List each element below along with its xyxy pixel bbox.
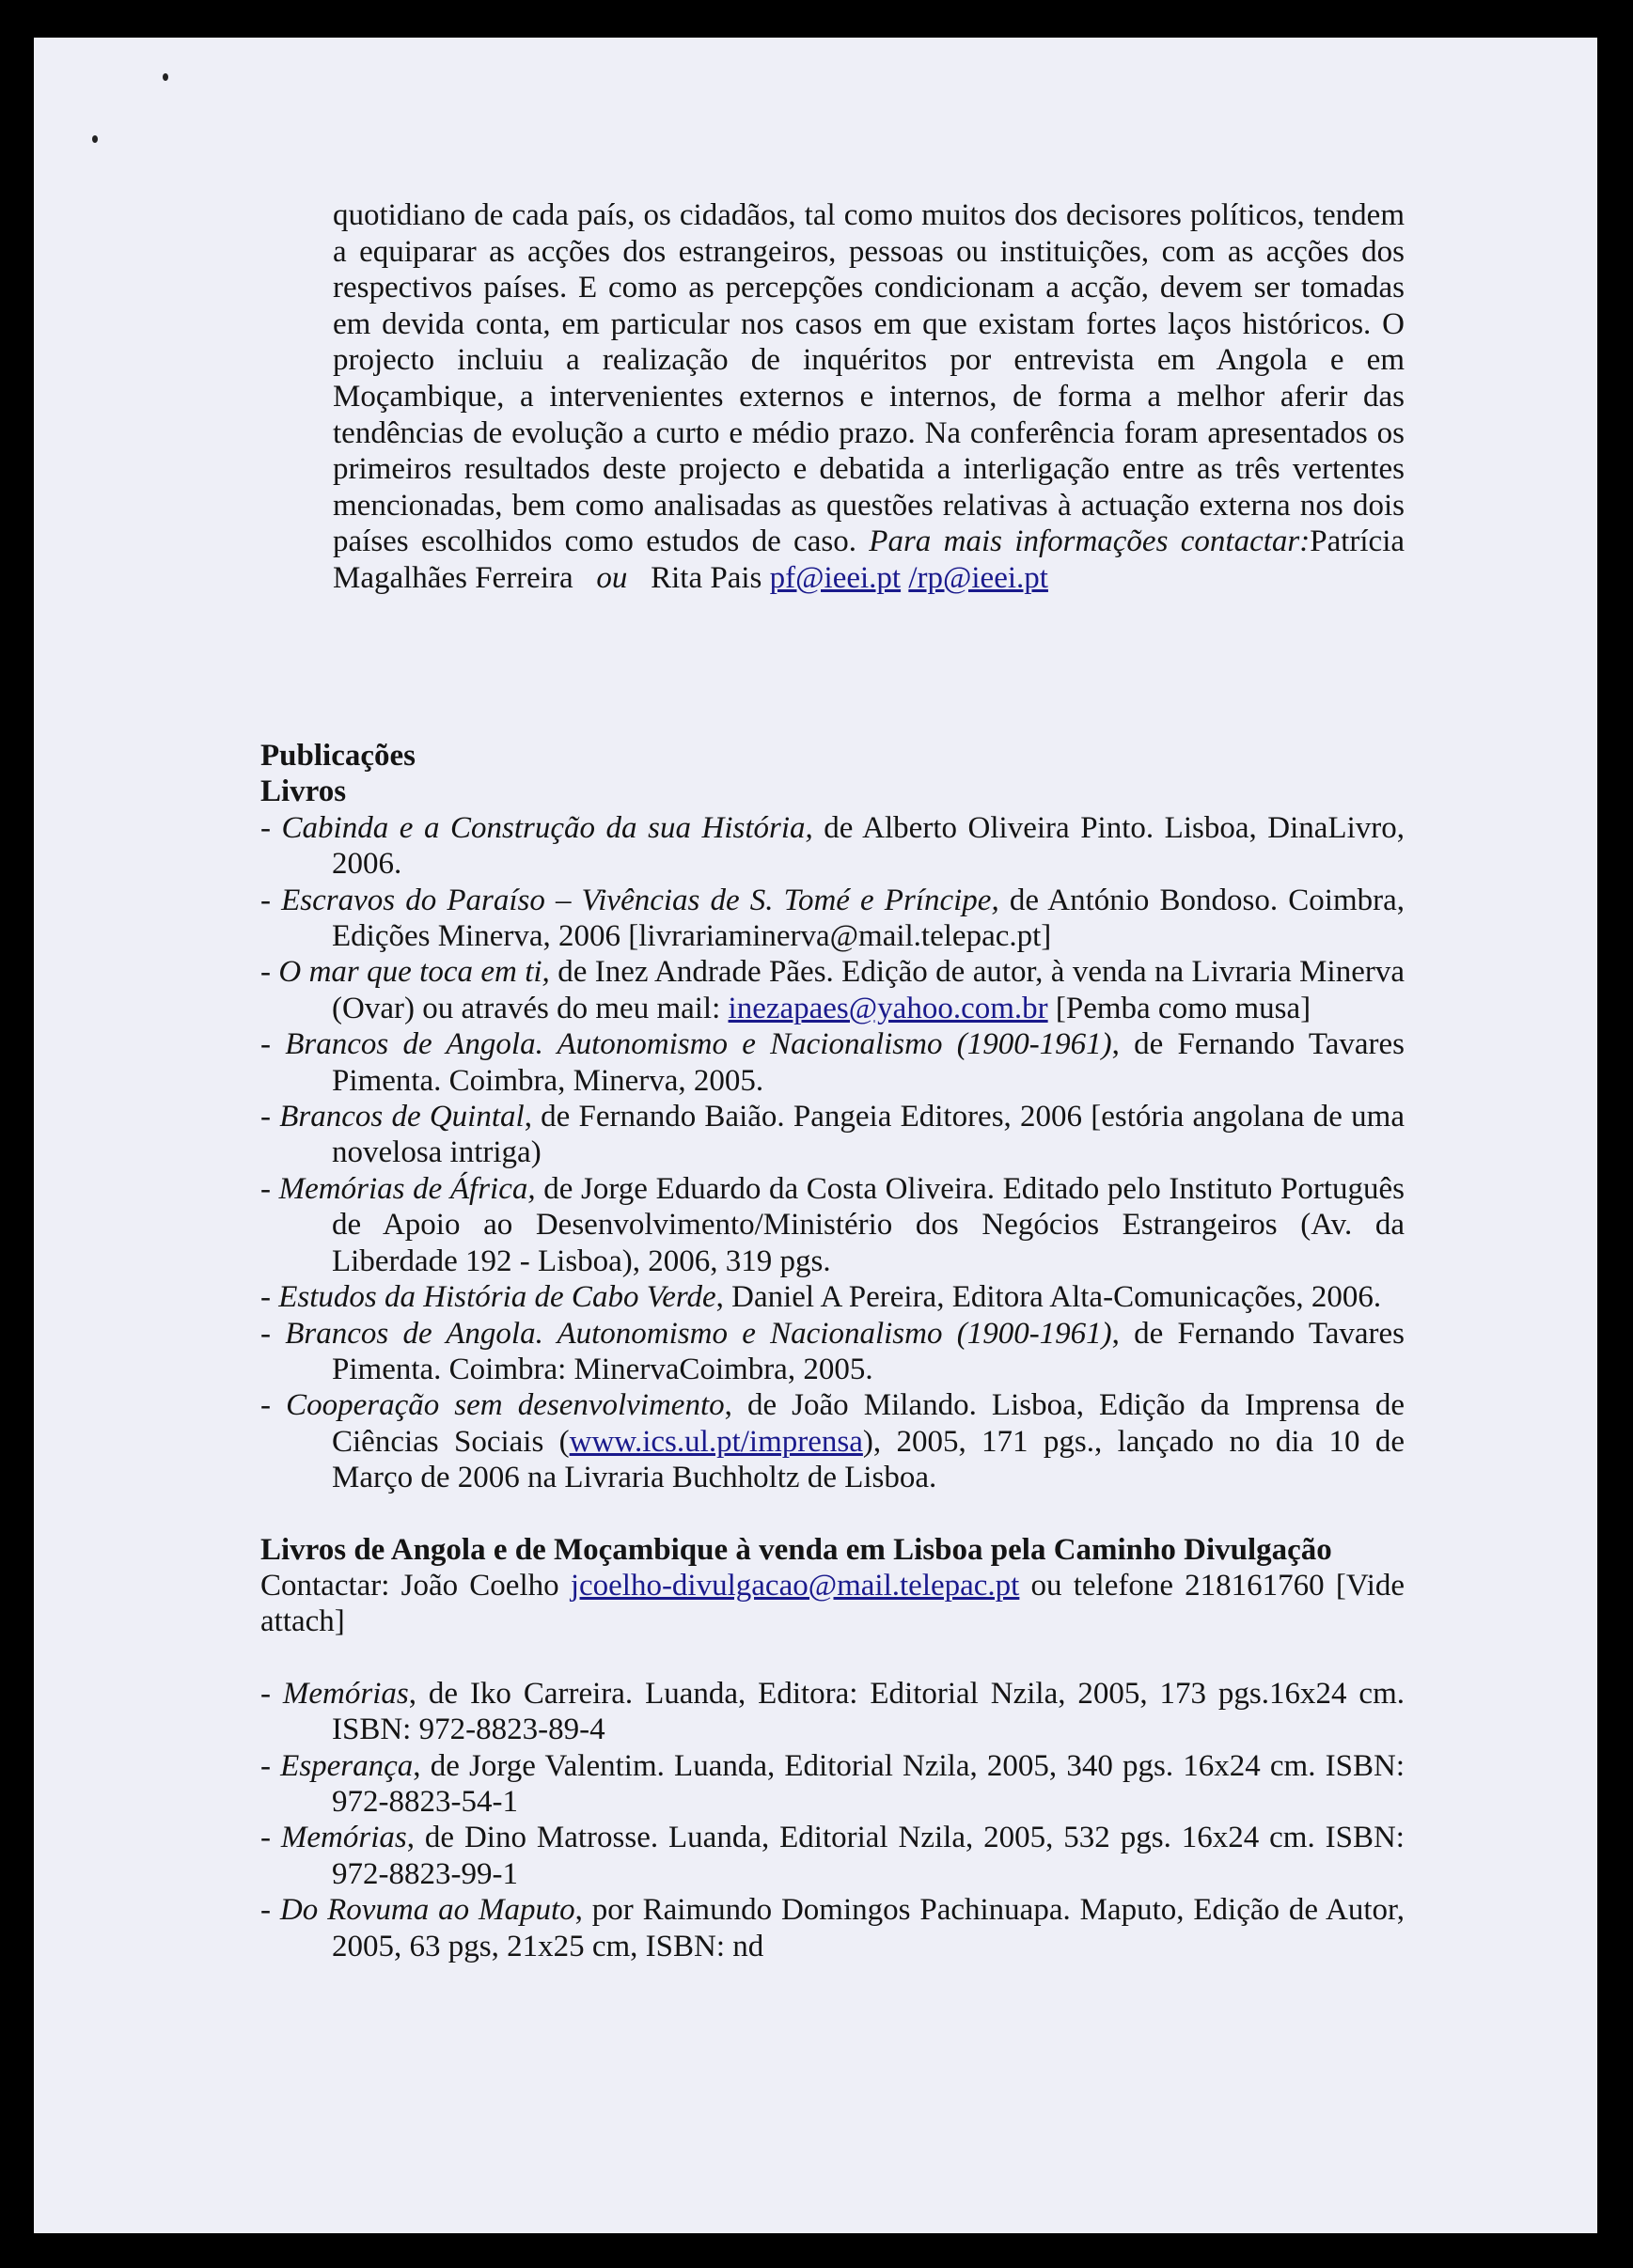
caminho-contact-post: ou telefone 218161760 [Vide attach] bbox=[260, 1568, 1405, 1639]
book-entry bbox=[260, 1171, 1405, 1279]
book-entry bbox=[260, 810, 1405, 883]
bullet-dash: - bbox=[260, 1100, 280, 1134]
book-entry bbox=[260, 1279, 1405, 1315]
book-details: , de João Milando. Lisboa, Edição da Imprensa de Ciências Sociais ( bbox=[332, 1388, 1405, 1459]
bullet-dash: - bbox=[260, 1027, 286, 1062]
book-entry bbox=[260, 1316, 1405, 1388]
caminho-books-list bbox=[260, 1676, 1405, 1964]
intro-paragraph bbox=[333, 197, 1405, 597]
intro-contact-name2: Rita Pais bbox=[651, 560, 762, 595]
book-entry bbox=[260, 883, 1405, 955]
book-title: Cooperação sem desenvolvimento bbox=[286, 1388, 725, 1423]
bullet-dash: - bbox=[260, 1893, 280, 1928]
document-page bbox=[34, 38, 1597, 2233]
section-heading-caminho: Livros de Angola e de Moçambique à venda em Lisboa pela Caminho Divulgação bbox=[260, 1532, 1332, 1567]
book-details: , de Iko Carreira. Luanda, Editora: Editorial Nzila, 2005, 173 pgs.16x24 cm. ISBN: 972-8823-89-4 bbox=[332, 1676, 1405, 1747]
book-details: , por Raimundo Domingos Pachinuapa. Maputo, Edição de Autor, 2005, 63 pgs, 21x25 cm, ISBN: nd bbox=[332, 1893, 1405, 1963]
book-title: Brancos de Angola. Autonomismo e Nacionalismo (1900-1961) bbox=[285, 1316, 1112, 1351]
book-entry bbox=[260, 954, 1405, 1026]
book-details: , de Dino Matrosse. Luanda, Editorial Nzila, 2005, 532 pgs. 16x24 cm. ISBN: 972-8823-99-1 bbox=[332, 1821, 1405, 1891]
book-entry bbox=[260, 1892, 1405, 1964]
email-link-rp[interactable]: /rp@ieei.pt bbox=[908, 560, 1048, 595]
book-title: O mar que toca em ti, bbox=[278, 955, 550, 990]
book-title: Memórias de África, bbox=[278, 1171, 536, 1206]
intro-contact-label: Para mais informações contactar: bbox=[869, 524, 1311, 559]
email-link-pf[interactable]: pf@ieei.pt bbox=[769, 560, 902, 595]
book-details: , de Fernando Baião. Pangeia Editores, 2006 [estória angolana de uma novelosa intriga) bbox=[332, 1100, 1405, 1170]
bullet-dash: - bbox=[260, 810, 282, 845]
book-details: de Inez Andrade Pães. Edição de autor, à venda na Livraria Minerva (Ovar) ou através do meu mail: bbox=[332, 955, 1405, 1025]
bullet-dash: - bbox=[260, 1280, 279, 1315]
bullet-dash: - bbox=[260, 883, 282, 917]
caminho-contact bbox=[260, 1568, 1405, 1640]
scan-speck bbox=[163, 73, 168, 81]
book-title: Memórias bbox=[280, 1821, 407, 1855]
book-entry bbox=[260, 1387, 1405, 1495]
book-entry bbox=[260, 1820, 1405, 1892]
section-heading-publicacoes: Publicações bbox=[260, 739, 416, 773]
book-link[interactable]: inezapaes@yahoo.com.br bbox=[728, 991, 1048, 1025]
book-title: Esperança bbox=[280, 1748, 414, 1783]
books-list bbox=[260, 810, 1405, 1496]
caminho-email-link[interactable]: jcoelho-divulgacao@mail.telepac.pt bbox=[570, 1568, 1020, 1603]
caminho-contact-pre: Contactar: João Coelho bbox=[260, 1568, 571, 1603]
scan-speck bbox=[92, 135, 98, 143]
intro-contact-names: Patrícia Magalhães Ferreira bbox=[333, 524, 1405, 595]
book-link[interactable]: www.ics.ul.pt/imprensa bbox=[569, 1424, 863, 1459]
book-details: , de Fernando Tavares Pimenta. Coimbra, Minerva, 2005. bbox=[332, 1027, 1405, 1098]
book-title: Brancos de Quintal bbox=[279, 1100, 525, 1134]
book-title: Do Rovuma ao Maputo bbox=[279, 1893, 575, 1928]
bullet-dash: - bbox=[260, 1821, 281, 1855]
book-details-tail: [Pemba como musa] bbox=[1047, 991, 1311, 1025]
book-title: Escravos do Paraíso – Vivências de S. Tomé e Príncipe, bbox=[281, 883, 999, 917]
book-title: Estudos da História de Cabo Verde bbox=[278, 1280, 716, 1315]
book-details: , de Fernando Tavares Pimenta. Coimbra: MinervaCoimbra, 2005. bbox=[332, 1316, 1405, 1386]
book-entry bbox=[260, 1748, 1405, 1821]
intro-contact-or: ou bbox=[596, 560, 628, 595]
bullet-dash: - bbox=[260, 1388, 287, 1423]
bullet-dash: - bbox=[260, 1171, 279, 1206]
book-entry bbox=[260, 1099, 1405, 1171]
book-title: Memórias bbox=[282, 1676, 409, 1711]
bullet-dash: - bbox=[260, 1748, 281, 1783]
book-title: Cabinda e a Construção da sua História, bbox=[281, 810, 813, 845]
book-details: , de Jorge Valentim. Luanda, Editorial Nzila, 2005, 340 pgs. 16x24 cm. ISBN: 972-8823-54-1 bbox=[332, 1748, 1405, 1819]
book-details: de Alberto Oliveira Pinto. Lisboa, DinaLivro, 2006. bbox=[332, 810, 1405, 882]
section-subheading-livros: Livros bbox=[260, 774, 347, 809]
book-entry bbox=[260, 1026, 1405, 1099]
book-details: , Daniel A Pereira, Editora Alta-Comunicações, 2006. bbox=[715, 1280, 1382, 1315]
bullet-dash: - bbox=[260, 1316, 286, 1351]
book-entry bbox=[260, 1676, 1405, 1748]
main-content bbox=[260, 738, 1405, 1964]
book-title: Brancos de Angola. Autonomismo e Nacionalismo (1900-1961) bbox=[285, 1027, 1112, 1062]
bullet-dash: - bbox=[260, 955, 279, 990]
book-details: de Jorge Eduardo da Costa Oliveira. Editado pelo Instituto Português de Apoio ao Desenvolvimento/Ministério dos Negócios Estrangeiros (Av. da Liberdade 192 - Lisboa), 2006, 319 pgs. bbox=[332, 1171, 1405, 1278]
bullet-dash: - bbox=[260, 1676, 283, 1711]
intro-text: quotidiano de cada país, os cidadãos, tal como muitos dos decisores políticos, tendem a equiparar as acções dos estrangeiros, pessoas ou instituições, com as acções dos respectivos países. E como as percepções condicionam a acção, devem ser tomadas em devida conta, em particular nos casos em que existam fortes laços históricos. O projecto incluiu a realização de inquéritos por entrevista em Angola e em Moçambique, a intervenientes externos e internos, de forma a melhor aferir das tendências de evolução a curto e médio prazo. Na conferência foram apresentados os primeiros resultados deste projecto e debatida a interligação entre as três vertentes mencionadas, bem como analisadas as questões relativas à actuação externa nos dois países escolhidos como estudos de caso. bbox=[333, 198, 1405, 559]
book-details-tail: ), 2005, 171 pgs., lançado no dia 10 de Março de 2006 na Livraria Buchholtz de Lisboa. bbox=[332, 1424, 1405, 1495]
book-details: de António Bondoso. Coimbra, Edições Minerva, 2006 [livrariaminerva@mail.telepac.pt] bbox=[332, 883, 1405, 954]
